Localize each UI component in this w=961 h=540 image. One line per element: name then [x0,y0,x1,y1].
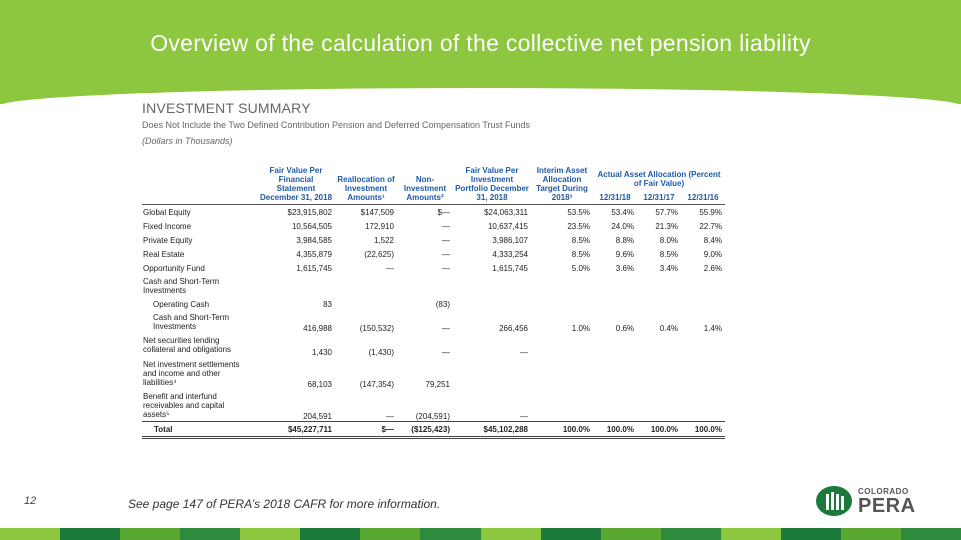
label-line: liabilities⁴ [143,377,177,387]
cell: 8.5% [659,249,678,259]
cell: $45,227,711 [257,422,335,438]
cell: 55.9% [699,207,722,217]
bar-segment [541,528,601,540]
cell: 10,564,505 [291,221,332,231]
bar-segment [661,528,721,540]
cell: 4,333,254 [492,249,528,259]
cell: 79,251 [425,380,450,389]
label-line: and income and other [143,368,221,378]
cell: — [442,249,450,259]
cell: 172,910 [365,221,394,231]
bar-segment [781,528,841,540]
bar-segment [240,528,300,540]
table-row [142,205,725,220]
header-2018: 12/31/18 [593,190,637,204]
logo-brand-text: PERA [858,495,916,517]
cell: 1.0% [571,324,590,333]
cell: 3.4% [659,263,678,273]
cell: 53.4% [611,207,634,217]
cell: (150,532) [359,324,394,333]
label-line: Net securities lending [143,336,220,345]
summary-title: INVESTMENT SUMMARY [142,100,311,116]
header-2016: 12/31/16 [681,190,725,204]
cell: 57.7% [655,207,678,217]
cell: 83 [323,299,332,309]
row-label: Opportunity Fund [143,263,205,273]
bar-segment [901,528,961,540]
cell: 21.3% [655,221,678,231]
cell [681,297,725,311]
cell: 100.0% [681,422,725,438]
empty-cell [531,357,725,389]
cell: 8.5% [571,249,590,259]
row-label [142,357,257,389]
cell: (1,430) [368,348,394,357]
bar-segment [0,528,60,540]
cell: 8.8% [615,235,634,245]
bar-segment [180,528,240,540]
label-line: Cash and Short-Term [153,313,230,322]
bottom-color-bar [0,528,961,540]
header-non-investment: Non-Investment Amounts² [397,166,453,205]
table-row [142,261,725,275]
cell: — [442,235,450,245]
label-line: assets⁵ [143,409,170,419]
cell: $23,915,802 [287,207,332,217]
label-line: Net investment settlements [143,359,240,369]
bar-segment [721,528,781,540]
empty-cell [531,333,725,357]
bar-segment [420,528,480,540]
cell: $45,102,288 [453,422,531,438]
cell: — [386,263,394,273]
cell: — [520,348,528,357]
cell: 1,615,745 [492,263,528,273]
cell [453,297,531,311]
total-row [142,422,725,438]
label-line: Investments [153,322,197,331]
investment-summary-header [142,100,712,146]
cell: 100.0% [637,422,681,438]
label-line: Cash and Short-Term [143,277,220,286]
cell [637,297,681,311]
cell [453,357,531,389]
header-2017: 12/31/17 [637,190,681,204]
cell: 4,355,879 [296,249,332,259]
cell: 68,103 [307,380,332,389]
header-fair-value-portfolio: Fair Value Per Investment Portfolio December 31, 2018 [453,166,531,205]
header-reallocation: Reallocation of Investment Amounts¹ [335,166,397,205]
cell: (147,354) [359,380,394,389]
row-label [142,311,257,333]
row-label: Fixed Income [143,221,192,231]
row-label: Real Estate [143,249,185,259]
row-label: Operating Cash [153,299,210,309]
cell: 1,522 [373,235,394,245]
cell: $147,509 [360,207,394,217]
page-number: 12 [24,495,37,507]
table-row [142,311,725,333]
cell: 10,637,415 [487,221,528,231]
bar-segment [841,528,901,540]
colorado-pera-logo [816,484,936,520]
cell: $— [335,422,397,438]
cell: 1,430 [311,348,332,357]
bar-segment [120,528,180,540]
cell: — [442,263,450,273]
cell: 9.0% [703,249,722,259]
cell: (22,625) [364,249,394,259]
cell: — [386,412,394,421]
investment-summary-table [142,166,725,439]
cell: 0.4% [659,324,678,333]
header-fair-value-financial: Fair Value Per Financial Statement December 31, 2018 [257,166,335,205]
row-label [142,275,257,297]
table-row [142,247,725,261]
table-row [142,333,725,357]
label-line: Benefit and interfund [143,391,217,401]
header-actual-group: Actual Asset Allocation (Percent of Fair Value) [597,170,721,189]
table-row [142,297,725,311]
summary-subtitle: Does Not Include the Two Defined Contribution Pension and Deferred Compensation Trust Funds [142,120,531,130]
empty-cell [257,275,725,297]
logo-emblem-icon [816,486,852,516]
cell [335,297,397,311]
cell: 23.5% [567,221,590,231]
logo-top-text: COLORADO [858,487,909,496]
bar-segment [360,528,420,540]
cell: 2.6% [703,263,722,273]
cell: (83) [435,299,450,309]
footnote: See page 147 of PERA’s 2018 CAFR for more information. [128,497,441,511]
bar-segment [481,528,541,540]
cell: 5.0% [571,263,590,273]
header-interim-target: Interim Asset Allocation Target During 2018³ [531,166,593,205]
bar-segment [300,528,360,540]
cell: 266,456 [499,324,528,333]
cell: 8.0% [659,235,678,245]
cell: — [442,221,450,231]
cell: 22.7% [699,221,722,231]
cell: $— [437,207,450,217]
table-row [142,389,725,422]
row-label: Total [142,422,257,438]
cell: 204,591 [303,412,332,421]
cell: 8.5% [571,235,590,245]
cell: 100.0% [531,422,593,438]
cell: 0.6% [615,324,634,333]
table-row [142,275,725,297]
table-row [142,357,725,389]
cell [531,297,593,311]
cell [593,297,637,311]
cell: — [520,412,528,421]
empty-cell [531,389,725,422]
cell: 53.5% [567,207,590,217]
cell: 1.4% [703,324,722,333]
cell: 1,615,745 [296,263,332,273]
cell: 3,986,107 [492,235,528,245]
row-label: Private Equity [143,235,193,245]
bar-segment [601,528,661,540]
slide-title: Overview of the calculation of the collective net pension liability [150,30,811,56]
row-label: Global Equity [143,207,191,217]
cell: $24,063,311 [484,207,528,217]
row-label [142,389,257,422]
cell: 9.6% [615,249,634,259]
cell: 416,988 [303,324,332,333]
cell: (204,591) [415,412,450,421]
label-column-header [142,166,257,205]
cell: 3,984,585 [296,235,332,245]
cell: ($125,423) [397,422,453,438]
label-line: receivables and capital [143,400,225,410]
cell: — [442,348,450,357]
summary-units: (Dollars in Thousands) [142,136,233,146]
bar-segment [60,528,120,540]
label-line: collateral and obligations [143,345,232,354]
cell: — [442,324,450,333]
cell: 8.4% [703,235,722,245]
cell: 24.0% [611,221,634,231]
label-line: Investments [143,286,187,295]
row-label [142,333,257,357]
table-row [142,233,725,247]
table-row [142,219,725,233]
cell: 100.0% [593,422,637,438]
cell: 3.6% [615,263,634,273]
